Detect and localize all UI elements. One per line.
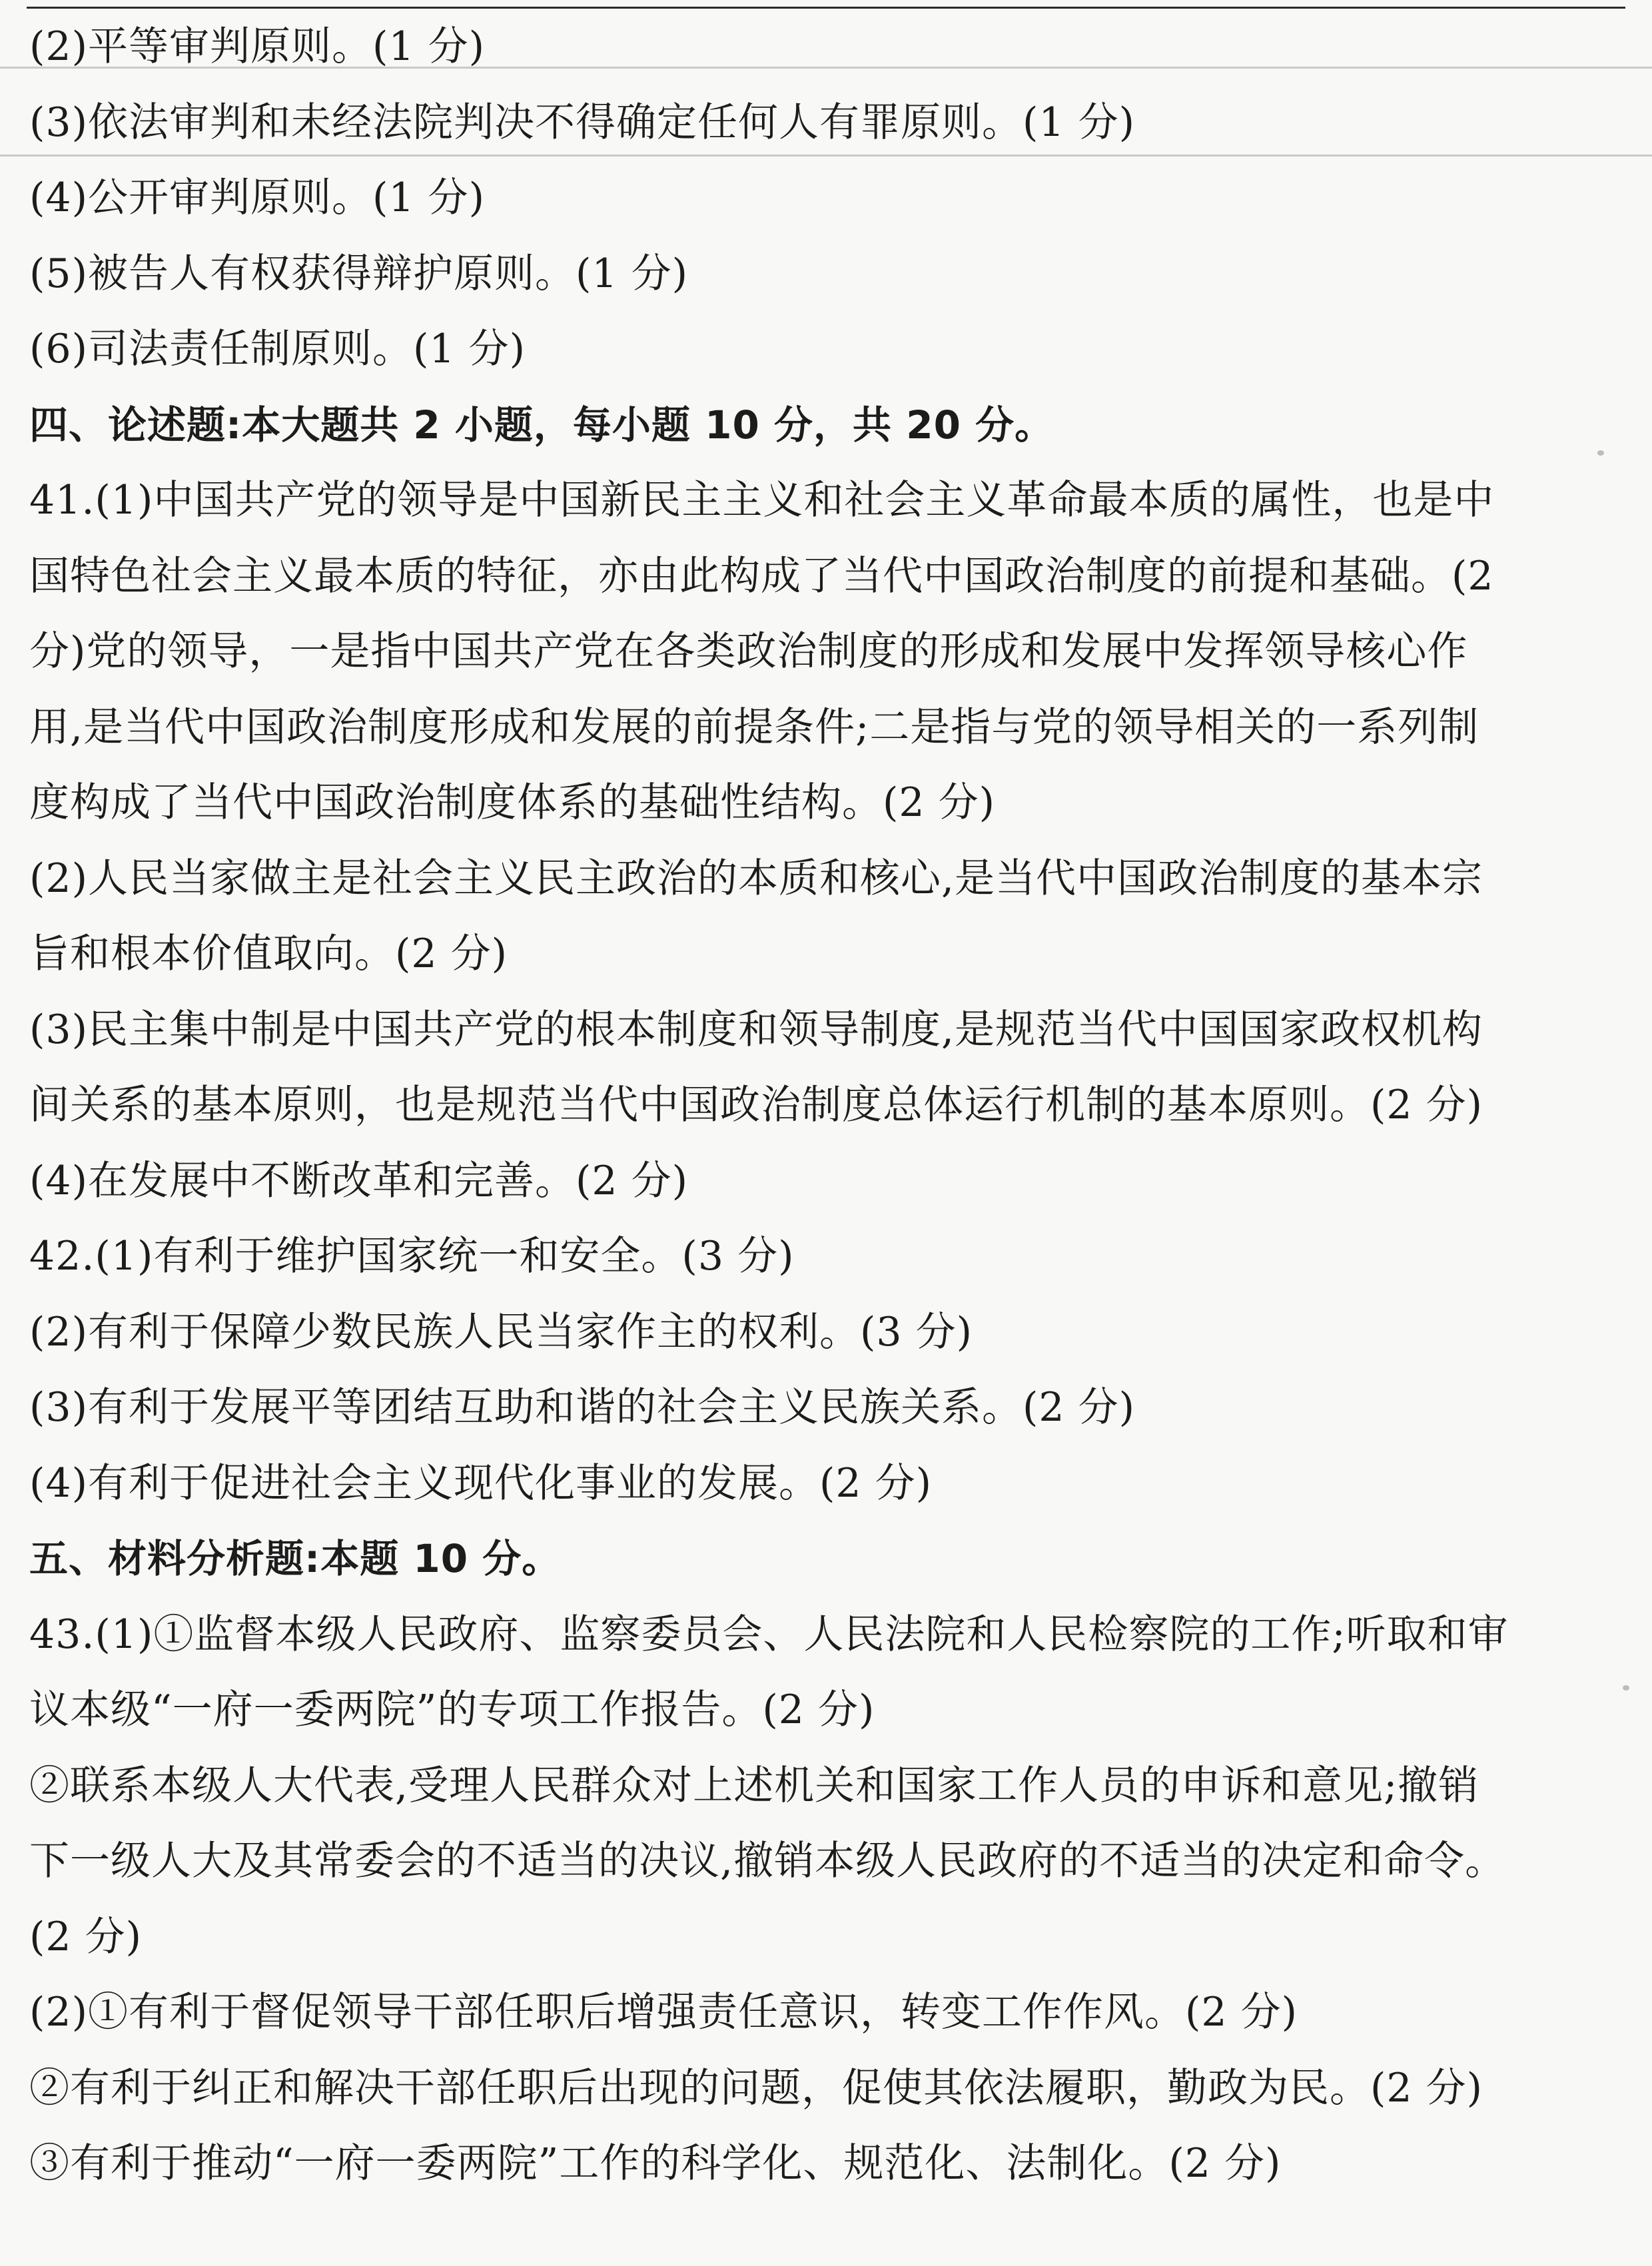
text-line: (4)公开审判原则。(1 分): [29, 175, 486, 221]
text-line: (3)依法审判和未经法院判决不得确定任何人有罪原则。(1 分): [29, 99, 1136, 146]
text-line: 议本级“一府一委两院”的专项工作报告。(2 分): [29, 1687, 875, 1733]
text-line: 间关系的基本原则，也是规范当代中国政治制度总体运行机制的基本原则。(2 分): [29, 1082, 1483, 1128]
section-heading: 五、材料分析题:本题 10 分。: [29, 1536, 562, 1581]
text-line: 旨和根本价值取向。(2 分): [29, 931, 508, 977]
answer-text-block: [29, 9, 1628, 2202]
text-line: (2)平等审判原则。(1 分): [29, 23, 486, 70]
text-line: 度构成了当代中国政治制度体系的基础性结构。(2 分): [29, 779, 996, 826]
text-line: (4)有利于促进社会主义现代化事业的发展。(2 分): [29, 1459, 933, 1507]
text-line: (4)在发展中不断改革和完善。(2 分): [29, 1157, 689, 1204]
text-line: 42.(1)有利于维护国家统一和安全。(3 分): [29, 1233, 795, 1280]
text-line: 下一级人大及其常委会的不适当的决议,撤销本级人民政府的不适当的决定和命令。: [29, 1838, 1506, 1884]
top-rule: [27, 7, 1625, 9]
text-line: (3)有利于发展平等团结互助和谐的社会主义民族关系。(2 分): [29, 1384, 1136, 1431]
text-line: (2)①有利于督促领导干部任职后增强责任意识，转变工作作风。(2 分): [29, 1989, 1298, 2036]
text-line: (2 分): [29, 1913, 143, 1960]
text-line: ②有利于纠正和解决干部任职后出现的问题，促使其依法履职，勤政为民。(2 分): [29, 2064, 1483, 2111]
text-line: (3)民主集中制是中国共产党的根本制度和领导制度,是规范当代中国国家政权机构: [29, 1006, 1483, 1053]
text-line: 41.(1)中国共产党的领导是中国新民主主义和社会主义革命最本质的属性，也是中: [29, 477, 1495, 524]
text-line: (6)司法责任制原则。(1 分): [29, 326, 526, 372]
text-line: 43.(1)①监督本级人民政府、监察委员会、人民法院和人民检察院的工作;听取和审: [29, 1611, 1509, 1658]
section-heading: 四、论述题:本大题共 2 小题，每小题 10 分，共 20 分。: [29, 402, 1054, 448]
text-line: 用,是当代中国政治制度形成和发展的前提条件;二是指与党的领导相关的一系列制: [29, 703, 1479, 751]
text-line: (2)有利于保障少数民族人民当家作主的权利。(3 分): [29, 1308, 973, 1355]
text-line: (5)被告人有权获得辩护原则。(1 分): [29, 250, 689, 297]
text-line: 国特色社会主义最本质的特征，亦由此构成了当代中国政治制度的前提和基础。(2: [29, 552, 1494, 599]
text-line: 分)党的领导，一是指中国共产党在各类政治制度的形成和发展中发挥领导核心作: [29, 628, 1468, 675]
text-line: ②联系本级人大代表,受理人民群众对上述机关和国家工作人员的申诉和意见;撤销: [29, 1762, 1479, 1809]
text-line: (2)人民当家做主是社会主义民主政治的本质和核心,是当代中国政治制度的基本宗: [29, 855, 1483, 902]
text-line: ③有利于推动“一府一委两院”工作的科学化、规范化、法制化。(2 分): [29, 2140, 1282, 2187]
